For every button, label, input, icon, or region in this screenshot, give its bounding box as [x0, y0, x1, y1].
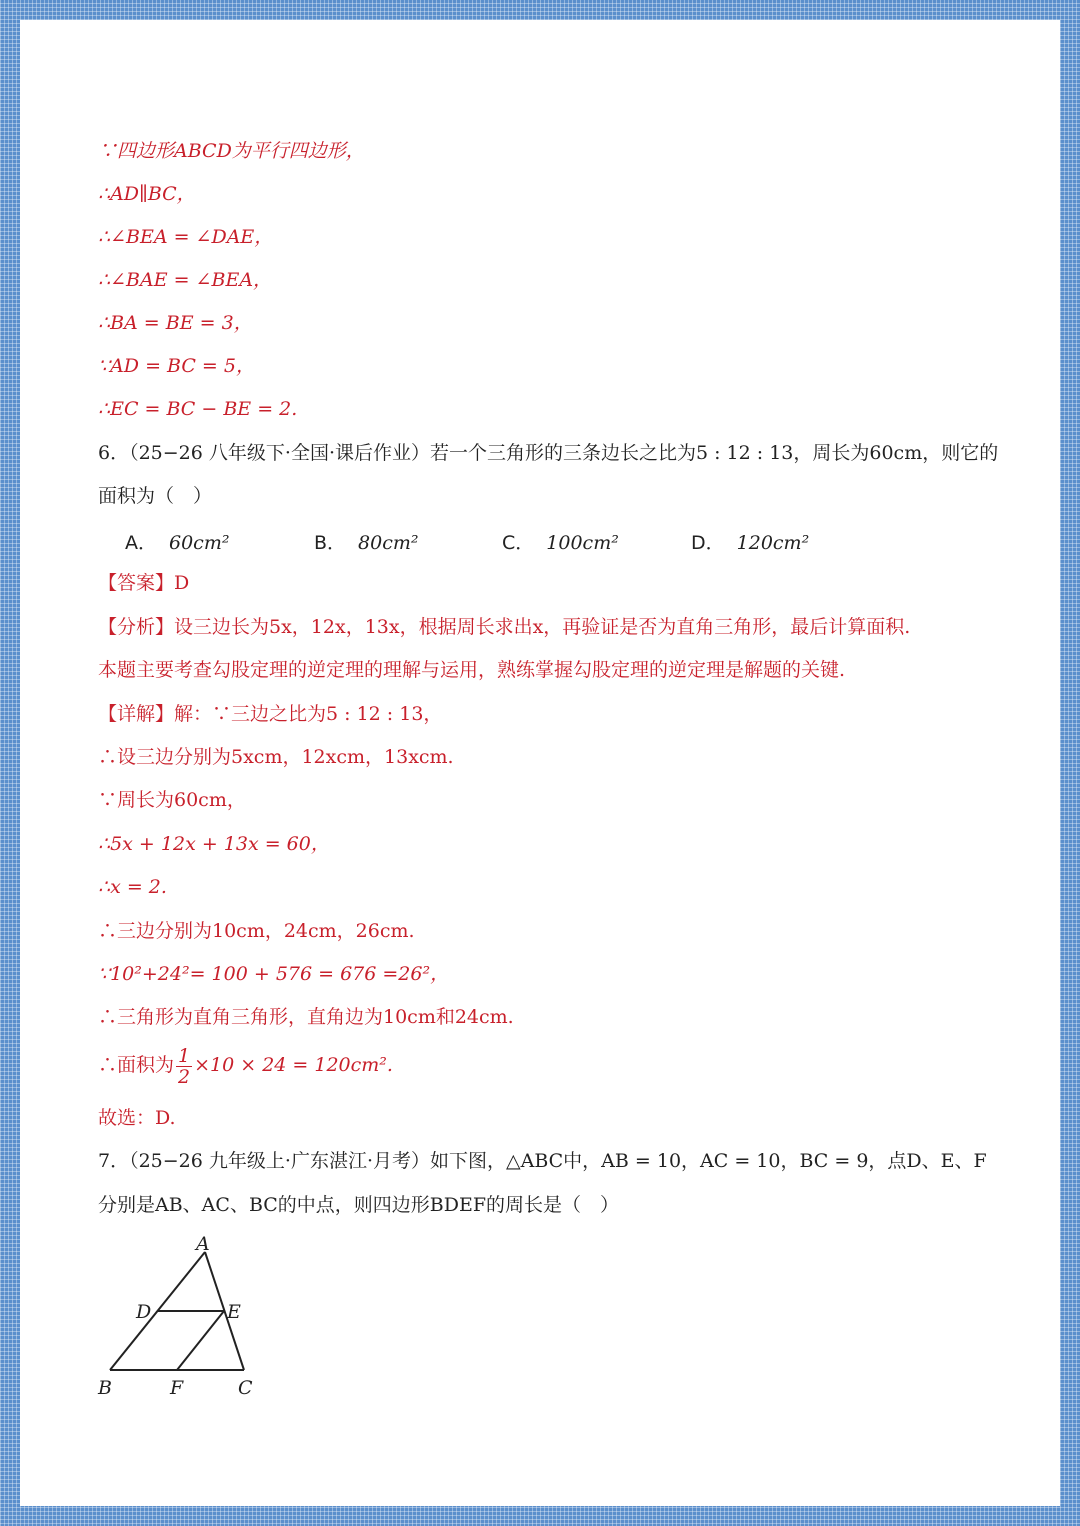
option-b-value: 80cm²	[358, 532, 419, 554]
triangle-figure	[90, 1232, 290, 1402]
question-6-stem: 6．（25−26 八年级下·全国·课后作业）若一个三角形的三条边长之比为5 : 12 : 13，周长为60cm，则它的	[98, 442, 999, 464]
answer-line: 【答案】D	[98, 572, 190, 594]
solution-line: ∴AD∥BC，	[98, 183, 196, 205]
solution-line: ∴EC = BC − BE = 2.	[98, 398, 298, 420]
question-7-stem: 7．（25−26 九年级上·广东湛江·月考）如下图，△ABC中，AB = 10，AC = 10，BC = 9，点D、E、F	[98, 1150, 987, 1172]
detail-line: ∵10²+24²= 100 + 576 = 676 =26²，	[98, 963, 450, 985]
solution-line: ∴∠BAE = ∠BEA，	[98, 269, 273, 291]
option-a-value: 60cm²	[169, 532, 230, 554]
segment-ef	[177, 1311, 224, 1370]
detail-line: ∴设三边分别为5xcm，12xcm，13xcm.	[98, 746, 454, 768]
option-a[interactable]	[125, 528, 229, 555]
detail-line: ∴三边分别为10cm，24cm，26cm.	[98, 920, 415, 942]
fraction-numerator: 1	[178, 1044, 191, 1067]
question-6-stem-cont: 面积为（ ）	[98, 485, 213, 507]
fraction-denominator: 2	[178, 1065, 191, 1088]
detail-line: ∴三角形为直角三角形，直角边为10cm和24cm.	[98, 1006, 514, 1028]
analysis-line: 【分析】设三边长为5x，12x，13x，根据周长求出x，再验证是否为直角三角形，最后计算面积.	[98, 616, 911, 638]
analysis-line: 本题主要考查勾股定理的逆定理的理解与运用，熟练掌握勾股定理的逆定理是解题的关键.	[98, 659, 846, 681]
option-a-label: A．	[125, 532, 157, 554]
label-c: C	[238, 1377, 253, 1399]
document-page	[20, 20, 1060, 1506]
detail-line: ∴x = 2.	[98, 876, 167, 898]
label-f: F	[170, 1377, 184, 1399]
label-d: D	[136, 1301, 152, 1323]
question-7-stem-cont: 分别是AB、AC、BC的中点，则四边形BDEF的周长是（ ）	[98, 1194, 620, 1216]
option-d[interactable]	[691, 528, 809, 555]
label-e: E	[227, 1301, 241, 1323]
detail-line: ∴5x + 12x + 13x = 60，	[98, 833, 330, 855]
option-d-label: D．	[691, 532, 725, 554]
area-prefix: ∴面积为	[98, 1054, 175, 1076]
option-c-value: 100cm²	[546, 532, 619, 554]
solution-line: ∵四边形ABCD为平行四边形，	[98, 140, 365, 162]
fraction	[176, 1046, 192, 1087]
solution-line: ∴BA = BE = 3，	[98, 312, 253, 334]
option-c[interactable]	[502, 528, 619, 555]
area-suffix: ×10 × 24 = 120cm².	[194, 1054, 393, 1076]
label-a: A	[196, 1233, 210, 1255]
solution-line: ∴∠BEA = ∠DAE，	[98, 226, 274, 248]
option-b-label: B．	[314, 532, 347, 554]
choose-line: 故选：D.	[98, 1107, 176, 1129]
detail-line: 【详解】解：∵三边之比为5 : 12 : 13，	[98, 703, 443, 725]
solution-line: ∵AD = BC = 5，	[98, 355, 255, 377]
area-line	[98, 1040, 393, 1090]
option-d-value: 120cm²	[736, 532, 810, 554]
label-b: B	[98, 1377, 112, 1399]
option-b[interactable]	[314, 528, 419, 555]
detail-line: ∵周长为60cm，	[98, 789, 246, 811]
option-c-label: C．	[502, 532, 535, 554]
